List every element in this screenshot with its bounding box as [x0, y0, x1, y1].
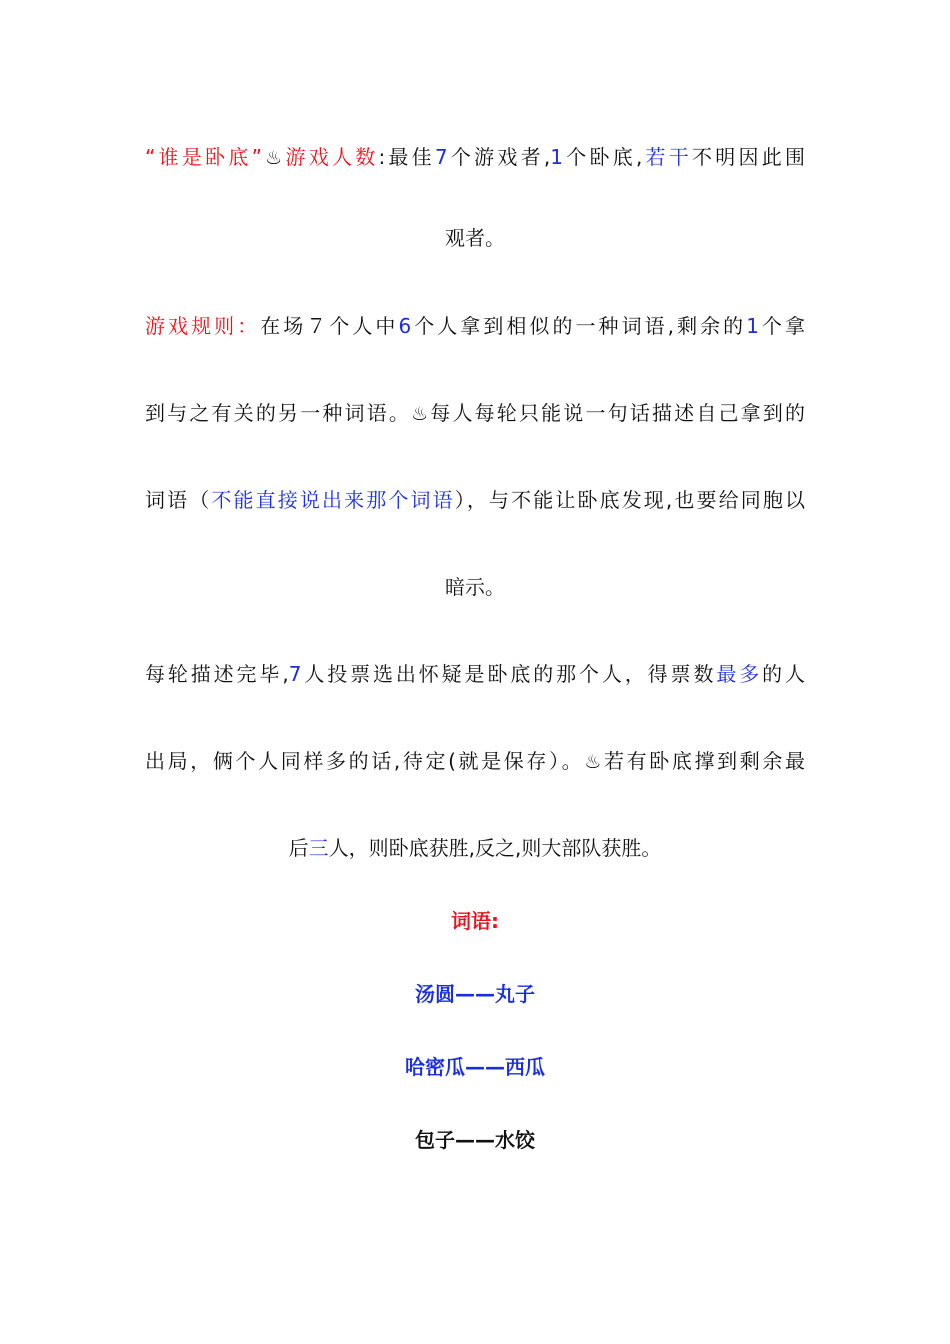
highlight-number: 7 — [288, 662, 302, 686]
text-segment: 后 — [288, 836, 309, 860]
text-segment: 出局，俩个人同样多的话,待定(就是保存）。 — [145, 749, 585, 773]
word-pair: 汤圆——丸子 — [415, 982, 535, 1006]
text-segment: 到与之有关的另一种词语。 — [145, 401, 412, 425]
text-segment: 每轮描述完毕, — [145, 662, 289, 686]
rules-player-count-line-2 — [145, 225, 805, 251]
text-segment: 的人 — [762, 662, 806, 686]
rules-line — [145, 661, 805, 687]
highlight-text: 最多 — [716, 662, 763, 686]
text-segment: 暗示。 — [445, 575, 505, 599]
text-segment: 词语（ — [145, 488, 212, 512]
hot-spring-icon: ♨ — [261, 147, 286, 169]
rules-line — [145, 400, 805, 427]
player-count-label: 游戏人数 — [285, 145, 379, 169]
text-segment: 人投票选出怀疑是卧底的那个人，得票数 — [301, 662, 717, 686]
highlight-text: 三 — [308, 836, 329, 860]
text-segment: 个卧底, — [562, 145, 643, 169]
highlight-number: 6 — [398, 314, 412, 338]
text-segment: 人，则卧底获胜,反之,则大部队获胜。 — [328, 836, 662, 860]
rules-line — [145, 574, 805, 600]
text-segment: 个游戏者, — [447, 145, 551, 169]
rules-player-count-line — [145, 144, 805, 171]
text-segment: ），与不能让卧底发现,也要给同胞以 — [454, 488, 806, 512]
highlight-number: 1 — [550, 145, 563, 169]
game-title: “谁是卧底” — [145, 145, 262, 169]
rules-line — [145, 313, 805, 339]
highlight-number: 7 — [434, 145, 448, 169]
text-segment: 每人每轮只能说一句话描述自己拿到的 — [430, 401, 806, 425]
hot-spring-icon: ♨ — [584, 751, 604, 773]
text-segment: 在场７个人中 — [260, 314, 399, 338]
text-segment: 个人拿到相似的一种词语,剩余的 — [411, 314, 747, 338]
text-segment: 个拿 — [758, 314, 806, 338]
rules-line — [145, 835, 805, 861]
rules-line — [145, 748, 805, 775]
rules-line — [145, 487, 805, 513]
word-pair: 包子——水饺 — [415, 1128, 535, 1152]
text-segment: :最佳 — [378, 145, 435, 169]
words-heading: 词语: — [451, 909, 499, 933]
hot-spring-icon: ♨ — [411, 403, 431, 425]
text-segment: 观者。 — [445, 226, 505, 250]
text-segment: 不明因此围 — [692, 145, 806, 169]
highlight-number: 1 — [746, 314, 759, 338]
highlight-text: 若干 — [642, 145, 693, 169]
word-pair: 哈密瓜——西瓜 — [405, 1055, 545, 1079]
text-segment: 若有卧底撑到剩余最 — [603, 749, 805, 773]
game-rules-label: 游戏规则： — [145, 314, 261, 338]
highlight-text: 不能直接说出来那个词语 — [211, 488, 455, 512]
